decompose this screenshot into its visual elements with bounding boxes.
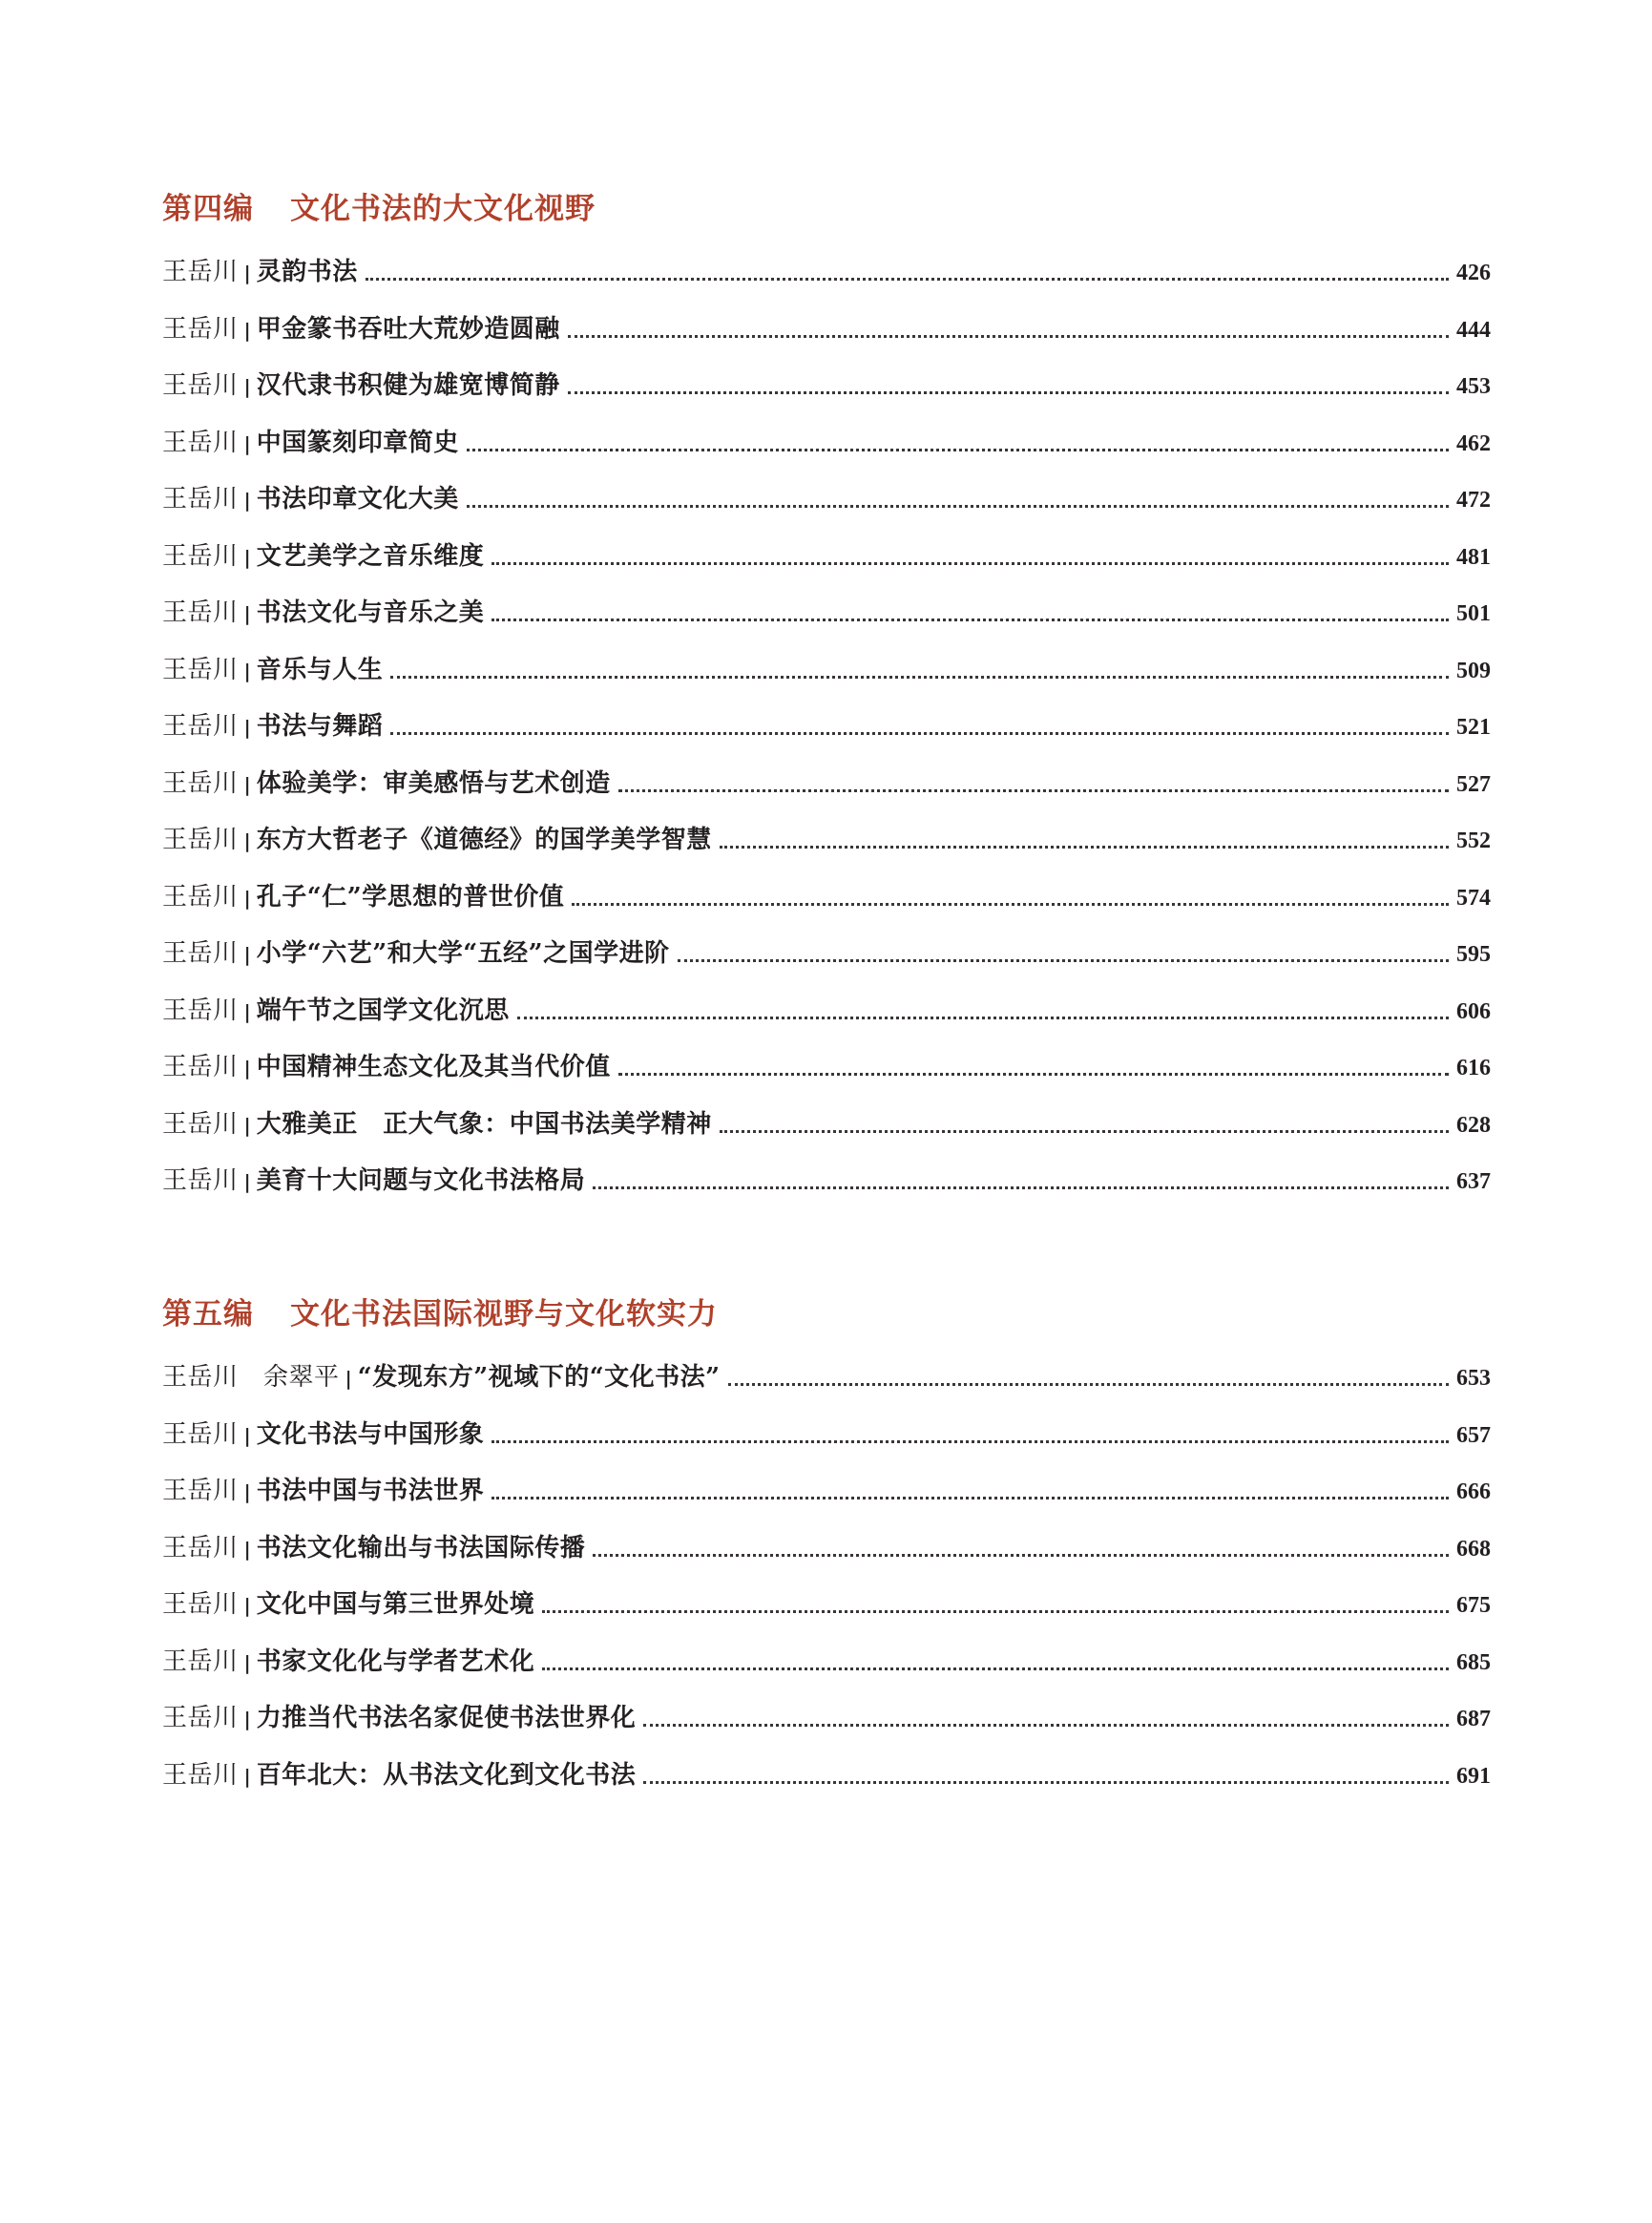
toc-entry[interactable] [162, 302, 1491, 359]
entry-title: 文化中国与第三世界处境 [256, 1590, 535, 1619]
entry-author: 王岳川 [162, 768, 239, 798]
dot-leader [390, 730, 1449, 735]
toc-entry-list [162, 244, 1491, 1210]
entry-title: 音乐与人生 [256, 655, 384, 684]
entry-separator: | [243, 1113, 251, 1137]
dot-leader [720, 844, 1449, 849]
entry-author: 王岳川 [162, 1760, 239, 1790]
entry-separator: | [243, 716, 251, 739]
entry-separator: | [243, 489, 251, 512]
entry-page-number: 691 [1456, 1763, 1491, 1789]
entry-author: 王岳川 [162, 1166, 239, 1195]
entry-author: 王岳川 [162, 996, 239, 1025]
entry-page-number: 574 [1456, 885, 1491, 911]
entry-page-number: 521 [1456, 715, 1491, 740]
entry-separator: | [243, 829, 251, 852]
toc-entry-list [162, 1350, 1491, 1804]
entry-separator: | [243, 1594, 251, 1617]
dot-leader [542, 1608, 1449, 1613]
entry-title: 书家文化化与学者艺术化 [256, 1646, 535, 1676]
entry-separator: | [243, 1480, 251, 1503]
dot-leader [467, 447, 1449, 451]
entry-page-number: 685 [1456, 1649, 1491, 1675]
dot-leader [618, 1071, 1449, 1076]
toc-entry[interactable] [162, 642, 1491, 700]
dot-leader [593, 1552, 1449, 1557]
entry-title: 中国精神生态文化及其当代价值 [256, 1053, 611, 1081]
entry-separator: | [243, 545, 251, 569]
toc-section-part-five [162, 1287, 1491, 1804]
entry-separator: | [243, 1057, 251, 1080]
entry-page-number: 472 [1456, 488, 1491, 513]
toc-entry[interactable] [162, 699, 1491, 756]
entry-author: 王岳川 [162, 1704, 239, 1732]
entry-title: 小学“六艺”和大学“五经”之国学进阶 [256, 939, 670, 968]
entry-page-number: 616 [1456, 1056, 1491, 1080]
toc-entry[interactable] [162, 1690, 1491, 1748]
entry-separator: | [243, 659, 251, 682]
entry-author: 王岳川 [162, 1533, 239, 1562]
entry-title: 灵韵书法 [256, 258, 358, 286]
entry-separator: | [243, 262, 251, 284]
entry-title: 中国篆刻印章简史 [256, 428, 459, 457]
toc-entry[interactable] [162, 1520, 1491, 1578]
entry-separator: | [243, 602, 251, 625]
section-heading [162, 181, 1491, 229]
entry-author: 王岳川 [162, 1053, 239, 1081]
entry-page-number: 687 [1456, 1707, 1491, 1731]
entry-author: 王岳川 [162, 712, 239, 741]
dot-leader [643, 1722, 1449, 1727]
dot-leader [572, 901, 1449, 906]
entry-separator: | [243, 1708, 251, 1730]
entry-title: 大雅美正 正大气象：中国书法美学精神 [256, 1109, 712, 1139]
entry-separator: | [243, 1650, 251, 1674]
entry-author: 王岳川 [162, 1419, 239, 1449]
dot-leader [467, 503, 1449, 508]
entry-page-number: 675 [1456, 1593, 1491, 1618]
toc-entry[interactable] [162, 1463, 1491, 1520]
entry-title: 书法文化与音乐之美 [256, 598, 485, 627]
entry-author: 王岳川 [162, 598, 239, 627]
entry-title: 书法与舞蹈 [256, 712, 384, 741]
entry-separator: | [243, 999, 251, 1023]
entry-author: 王岳川 [162, 314, 239, 344]
toc-entry[interactable] [162, 244, 1491, 302]
entry-title: 孔子“仁”学思想的普世价值 [256, 882, 565, 912]
entry-page-number: 668 [1456, 1536, 1491, 1562]
entry-title: 文艺美学之音乐维度 [256, 541, 485, 571]
entry-title: 东方大哲老子《道德经》的国学美学智慧 [256, 826, 712, 854]
toc-entry[interactable] [162, 1407, 1491, 1464]
entry-author: 王岳川 [162, 1646, 239, 1676]
entry-separator: | [243, 1537, 251, 1561]
dot-leader [568, 389, 1449, 394]
entry-page-number: 653 [1456, 1366, 1491, 1391]
section-part-label: 第四编 [162, 191, 254, 226]
dot-leader [720, 1128, 1449, 1133]
entry-separator: | [243, 1423, 251, 1447]
entry-author: 王岳川 [162, 485, 239, 514]
entry-title: 书法中国与书法世界 [256, 1477, 485, 1505]
toc-entry[interactable] [162, 1153, 1491, 1210]
entry-author: 王岳川 [162, 1477, 239, 1505]
dot-leader [568, 333, 1449, 338]
section-name: 文化书法的大文化视野 [290, 191, 596, 226]
dot-leader [366, 276, 1449, 281]
toc-entry[interactable] [162, 983, 1491, 1040]
entry-author: 王岳川 [162, 655, 239, 684]
toc-entry[interactable] [162, 1039, 1491, 1097]
entry-page-number: 527 [1456, 771, 1491, 797]
entry-author: 王岳川 [162, 371, 239, 400]
entry-author: 王岳川 [162, 428, 239, 457]
toc-entry[interactable] [162, 472, 1491, 529]
dot-leader [491, 560, 1449, 565]
entry-title: 体验美学：审美感悟与艺术创造 [256, 768, 611, 798]
dot-leader [491, 1438, 1449, 1443]
entry-author: 王岳川 [162, 258, 239, 286]
entry-author: 王岳川 [162, 1109, 239, 1139]
toc-entry[interactable] [162, 926, 1491, 983]
entry-author: 王岳川 [162, 882, 239, 912]
section-part-label: 第五编 [162, 1296, 254, 1332]
entry-author: 王岳川 [162, 1590, 239, 1619]
dot-leader [491, 1495, 1449, 1499]
dot-leader [618, 787, 1449, 792]
entry-separator: | [243, 886, 251, 910]
entry-separator: | [243, 1170, 251, 1193]
entry-page-number: 481 [1456, 544, 1491, 570]
entry-title: 汉代隶书积健为雄宽博简静 [256, 371, 560, 400]
toc-entry[interactable] [162, 529, 1491, 586]
entry-title: 文化书法与中国形象 [256, 1419, 485, 1449]
entry-page-number: 666 [1456, 1479, 1491, 1504]
entry-title: 书法文化输出与书法国际传播 [256, 1533, 586, 1562]
entry-page-number: 595 [1456, 942, 1491, 967]
toc-entry[interactable] [162, 1748, 1491, 1805]
dot-leader [390, 674, 1449, 679]
entry-separator: | [243, 772, 251, 796]
entry-title: “发现东方”视域下的“文化书法” [357, 1363, 721, 1392]
dot-leader [593, 1185, 1449, 1189]
dot-leader [728, 1381, 1449, 1386]
toc-entry[interactable] [162, 1097, 1491, 1154]
toc-entry[interactable] [162, 756, 1491, 813]
section-heading [162, 1287, 1491, 1334]
entry-page-number: 552 [1456, 828, 1491, 853]
entry-title: 美育十大问题与文化书法格局 [256, 1166, 586, 1195]
dot-leader [491, 617, 1449, 621]
toc-entry[interactable] [162, 358, 1491, 415]
toc-entry[interactable] [162, 585, 1491, 642]
entry-title: 甲金篆书吞吐大荒妙造圆融 [256, 314, 560, 344]
entry-page-number: 509 [1456, 658, 1491, 683]
entry-page-number: 453 [1456, 374, 1491, 399]
entry-separator: | [243, 318, 251, 342]
entry-title: 书法印章文化大美 [256, 485, 459, 514]
entry-separator: | [345, 1367, 352, 1390]
entry-title: 端午节之国学文化沉思 [256, 996, 510, 1025]
entry-page-number: 501 [1456, 601, 1491, 626]
entry-page-number: 628 [1456, 1112, 1491, 1138]
entry-title: 力推当代书法名家促使书法世界化 [256, 1704, 637, 1732]
toc-entry[interactable] [162, 415, 1491, 472]
entry-page-number: 637 [1456, 1169, 1491, 1194]
toc-entry[interactable] [162, 1350, 1491, 1407]
dot-leader [542, 1666, 1449, 1670]
entry-author: 王岳川 [162, 939, 239, 968]
toc-entry[interactable] [162, 1577, 1491, 1634]
entry-author: 王岳川 [162, 826, 239, 854]
entry-page-number: 426 [1456, 261, 1491, 285]
entry-page-number: 444 [1456, 317, 1491, 343]
entry-author: 王岳川 余翠平 [162, 1363, 340, 1392]
section-name: 文化书法国际视野与文化软实力 [290, 1296, 718, 1332]
entry-separator: | [243, 1764, 251, 1788]
entry-separator: | [243, 375, 251, 398]
dot-leader [643, 1779, 1449, 1784]
dot-leader [678, 957, 1449, 962]
entry-author: 王岳川 [162, 541, 239, 571]
entry-title: 百年北大：从书法文化到文化书法 [256, 1760, 637, 1790]
toc-entry[interactable] [162, 812, 1491, 870]
toc-section-part-four [162, 181, 1491, 1210]
entry-page-number: 462 [1456, 430, 1491, 456]
toc-entry[interactable] [162, 870, 1491, 927]
toc-entry[interactable] [162, 1634, 1491, 1691]
entry-separator: | [243, 431, 251, 455]
dot-leader [517, 1015, 1449, 1019]
entry-separator: | [243, 943, 251, 966]
entry-page-number: 657 [1456, 1422, 1491, 1448]
entry-page-number: 606 [1456, 998, 1491, 1024]
